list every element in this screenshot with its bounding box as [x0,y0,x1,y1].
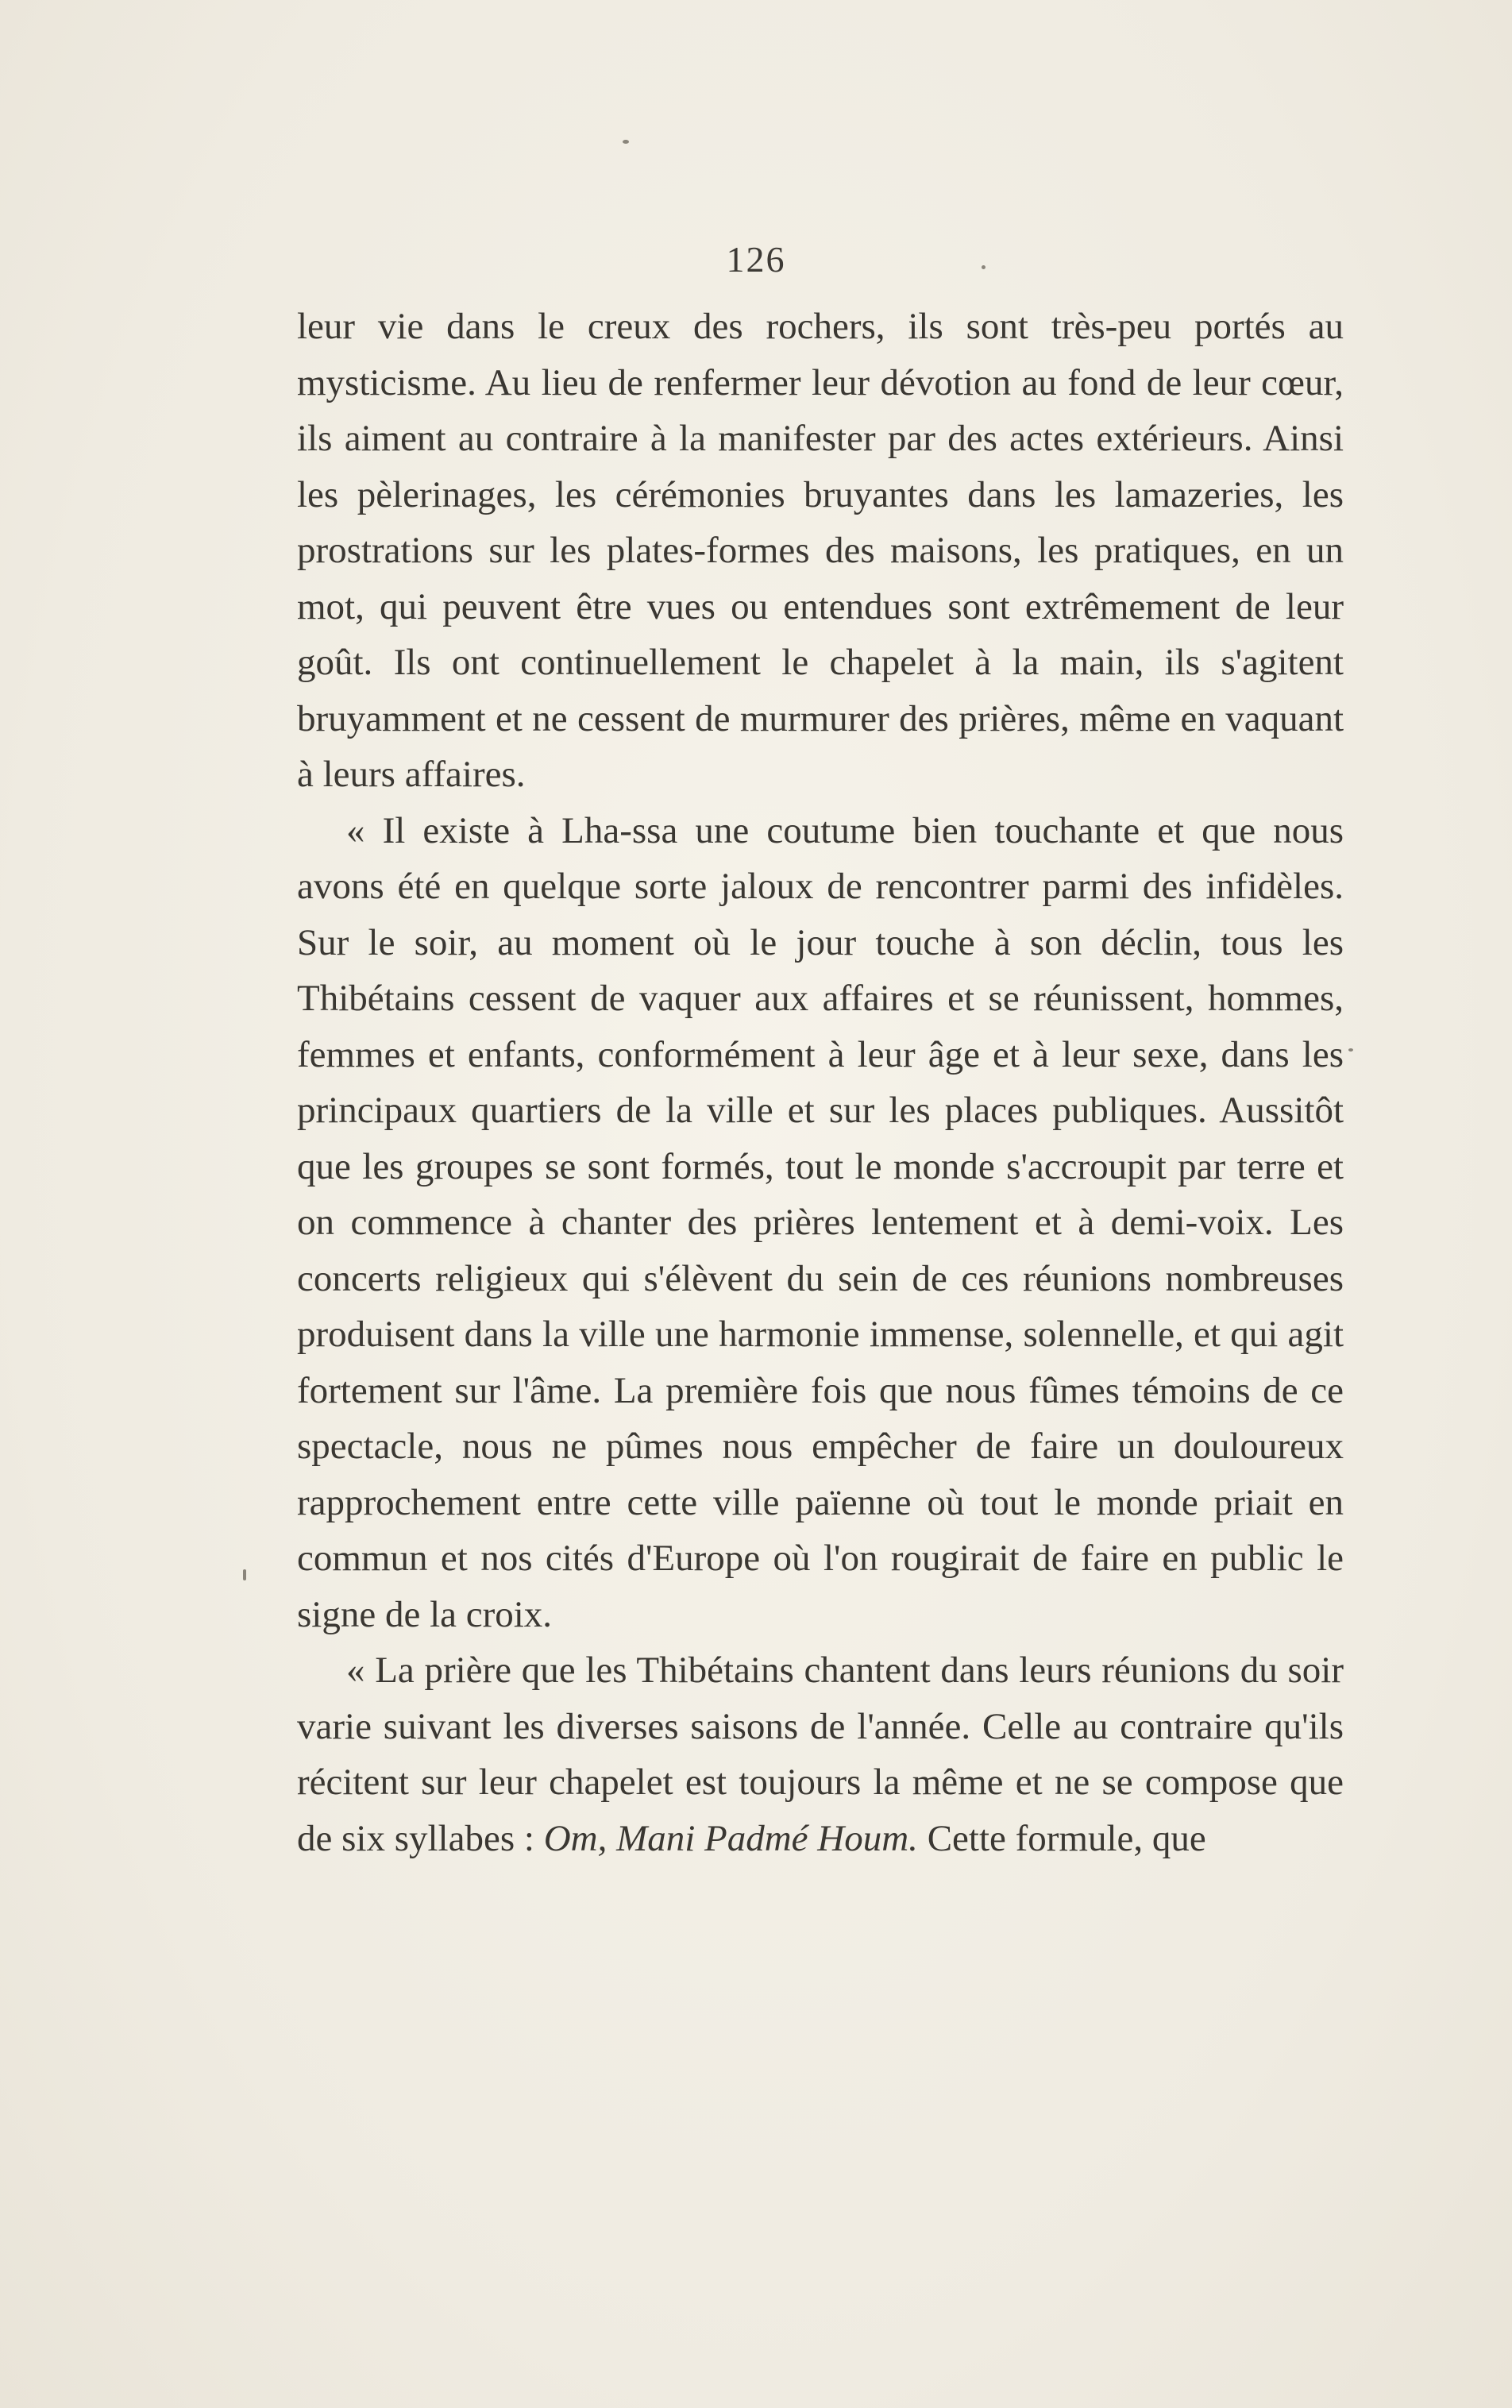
paragraph-2: « Il existe à Lha-ssa une coutume bien touchante et que nous avons été en quelque sorte jaloux de rencontrer parmi des infidèles. Sur le soir, au moment où le jour touche à son déclin, tous les Thibétains cessent de vaquer aux affaires et se réunissent, hommes, femmes et enfants, conformément à leur âge et à leur sexe, dans les principaux quartiers de la ville et sur les places publiques. Aussitôt que les groupes se sont formés, tout le monde s'accroupit par terre et on commence à chanter des prières lentement et à demi-voix. Les concerts religieux qui s'élèvent du sein de ces réunions nombreuses produisent dans la ville une harmonie immense, solennelle, et qui agit fortement sur l'âme. La première fois que nous fûmes témoins de ce spectacle, nous ne pûmes nous empêcher de faire un douloureux rapprochement entre cette ville païenne où tout le monde priait en commun et nos cités d'Europe où l'on rougirait de faire en public le signe de la croix. [297,809,1344,1635]
body-text [297,299,1344,1866]
paragraph-3-text-after: Cette formule, que [917,1817,1206,1859]
paper-speck [982,265,986,269]
paper-speck [243,1569,246,1580]
paragraph-3 [297,1642,1344,1866]
paper-speck [1348,1048,1353,1052]
paragraph-1: leur vie dans le creux des rochers, ils sont très-peu portés au mysticisme. Au lieu de renfermer leur dévotion au fond de leur cœur, ils aiment au contraire à la manifester par des actes extérieurs. Ainsi les pèlerinages, les cérémonies bruyantes dans les lamazeries, les prostrations sur les plates-formes des maisons, les pratiques, en un mot, qui peuvent être vues ou entendues sont extrêmement de leur goût. Ils ont continuellement le chapelet à la main, ils s'agitent bruyamment et ne cessent de murmurer des prières, même en vaquant à leurs affaires. [297,306,1344,795]
paragraph-3-text-before: « La prière que les Thibétains chantent dans leurs réunions du soir varie suivant les diverses saisons de l'année. Celle au contraire qu'ils récitent sur leur chapelet est toujours la même et ne se compose que de six syllabes : [297,1650,1344,1859]
paper-speck [623,140,629,144]
page-number: 126 [726,239,786,280]
mantra-italic: Om, Mani Padmé Houm. [543,1817,918,1859]
